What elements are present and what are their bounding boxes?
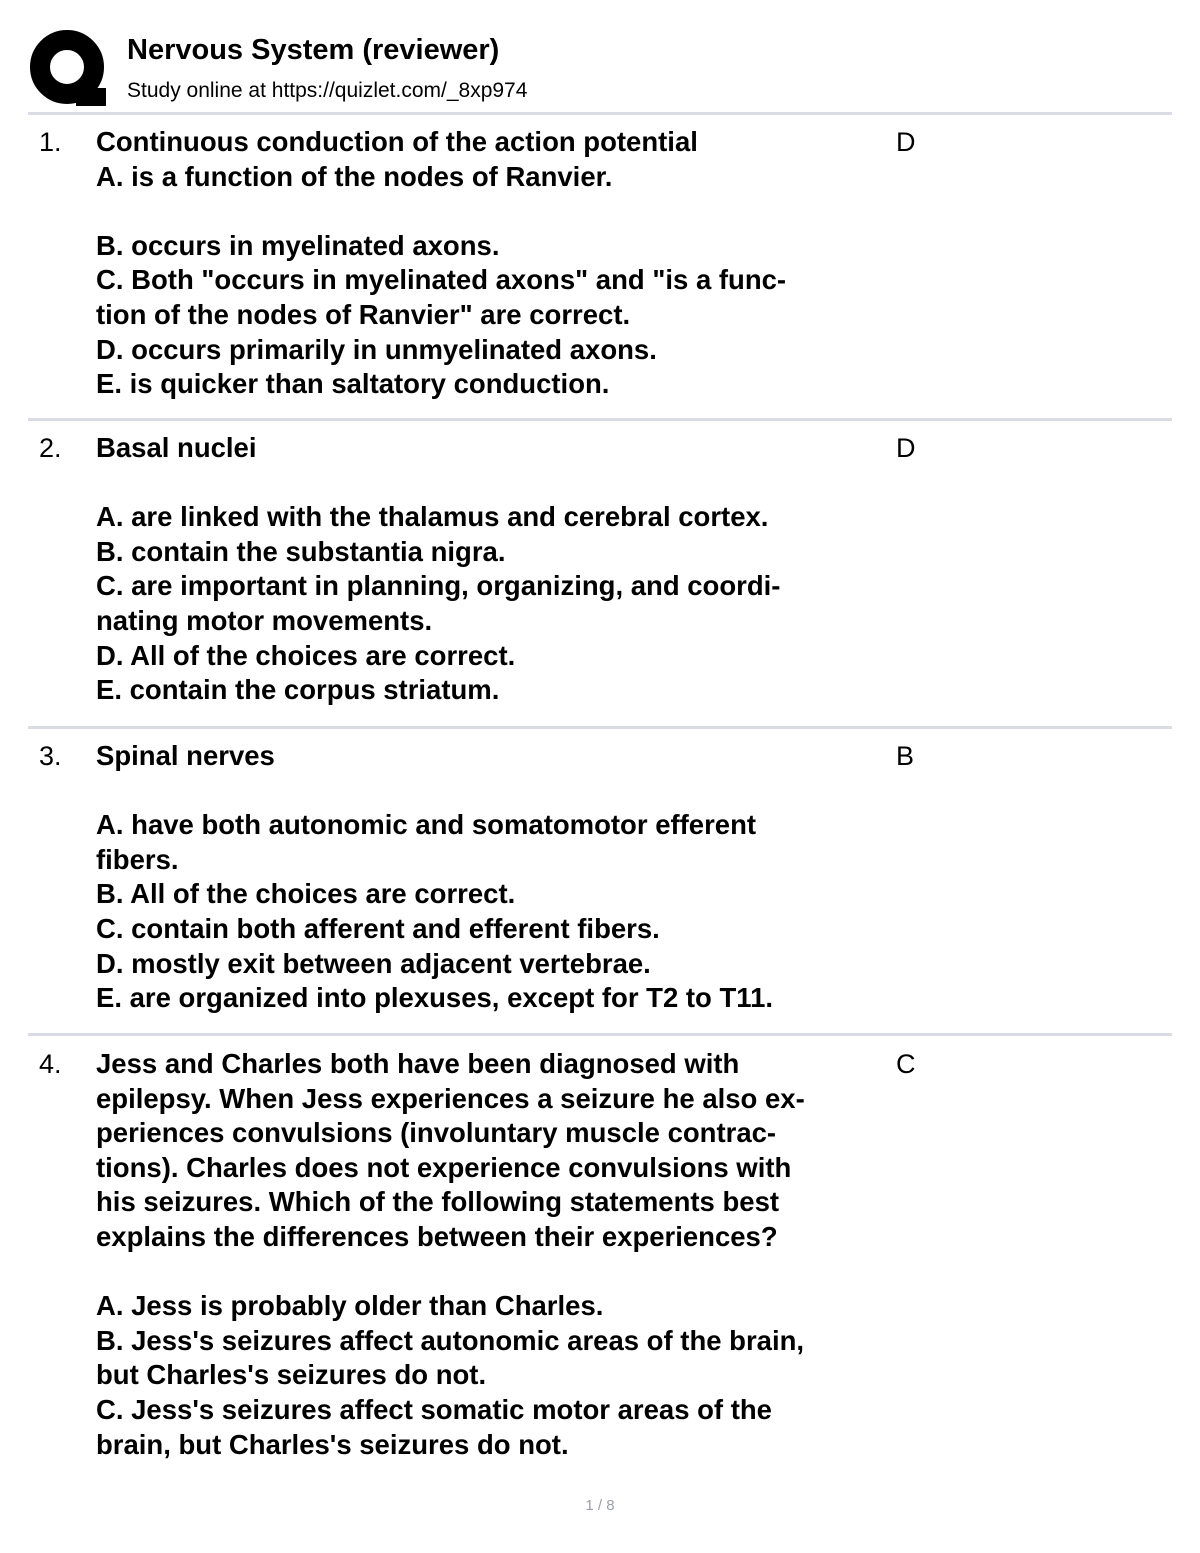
- divider: [28, 1033, 1172, 1036]
- divider: [28, 112, 1172, 115]
- card-answer: B: [896, 741, 915, 771]
- page-number: 1 / 8: [585, 1497, 615, 1514]
- card-answer: D: [896, 433, 916, 463]
- card-question: Jess and Charles both have been diagnosed with epilepsy. When Jess experiences a seizure he also ex- periences convulsions (involuntary muscle contrac- tions). Charles does not experience convulsions with his seizures. Which of the following statements best explains the differences between their experiences? A. Jess is probably older than Charles. B. Jess's seizures affect autonomic areas of the brain, but Charles's seizures do not. C. Jess's seizures affect somatic motor areas of the brain, but Charles's seizures do not.: [96, 1048, 805, 1460]
- card-question: Continuous conduction of the action potential A. is a function of the nodes of Ranvier. B. occurs in myelinated axons. C. Both "occurs in myelinated axons" and "is a func- tion of the nodes of Ranvier" are correct. D. occurs primarily in unmyelinated axons. E. is quicker than saltatory conduction.: [96, 126, 787, 400]
- card-number: 4.: [39, 1049, 62, 1079]
- card-question: Basal nuclei A. are linked with the thalamus and cerebral cortex. B. contain the substantia nigra. C. are important in planning, organizing, and coordi- nating motor movements. D. All of the choices are correct. E. contain the corpus striatum.: [96, 432, 781, 706]
- divider: [28, 726, 1172, 729]
- card-number: 2.: [39, 433, 62, 463]
- card-answer: C: [896, 1049, 916, 1079]
- card-answer: D: [896, 127, 916, 157]
- document-header: [30, 28, 1172, 112]
- study-online-link-text: Study online at https://quizlet.com/_8xp974: [127, 79, 528, 102]
- card-number: 3.: [39, 741, 62, 771]
- divider: [28, 418, 1172, 421]
- document-title: Nervous System (reviewer): [127, 34, 500, 66]
- card-question: Spinal nerves A. have both autonomic and somatomotor efferent fibers. B. All of the choices are correct. C. contain both afferent and efferent fibers. D. mostly exit between adjacent vertebrae. E. are organized into plexuses, except for T2 to T11.: [96, 740, 773, 1014]
- quizlet-q-logo-icon: [30, 30, 108, 108]
- card-number: 1.: [39, 127, 62, 157]
